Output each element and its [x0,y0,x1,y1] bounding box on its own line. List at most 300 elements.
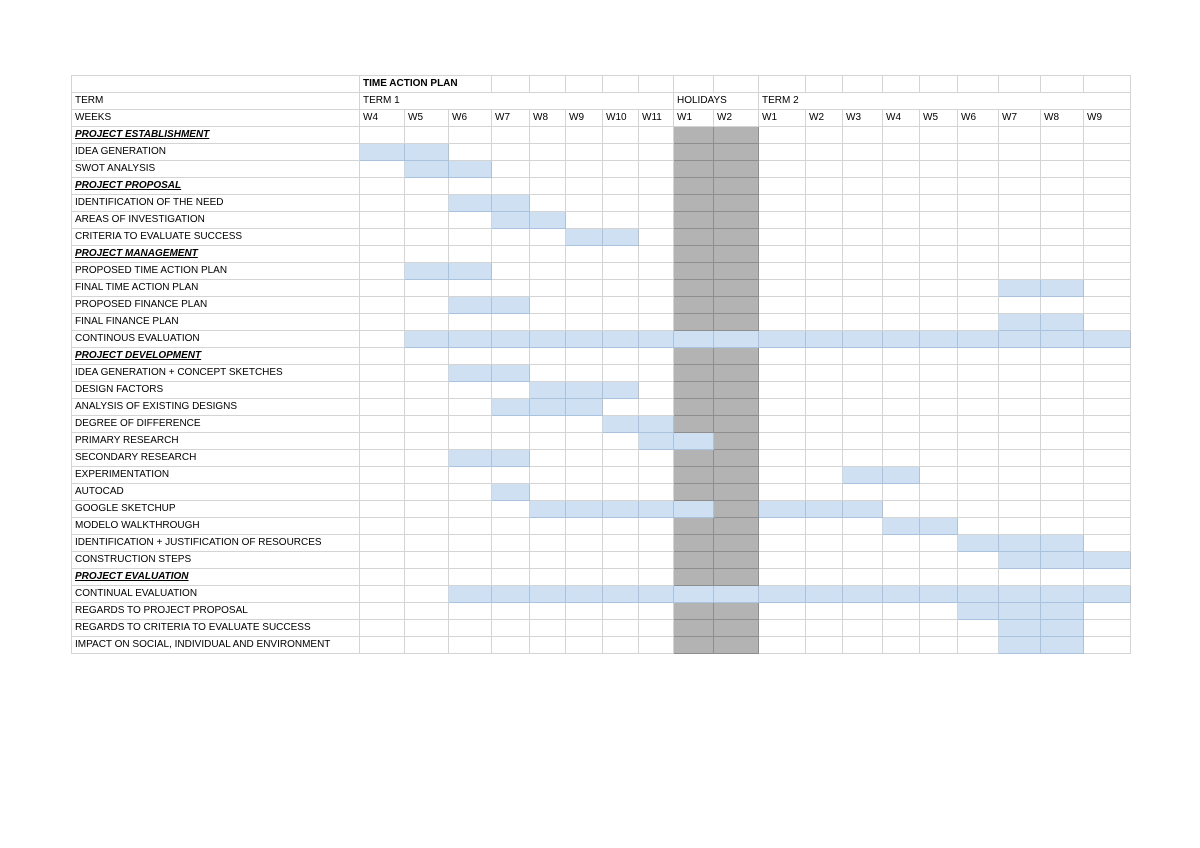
empty-cell [566,212,603,229]
empty-cell [958,365,999,382]
holiday-cell [714,297,759,314]
week-header: W6 [958,110,999,127]
empty-cell [883,501,920,518]
empty-cell [883,552,920,569]
empty-cell [806,518,843,535]
empty-cell [639,144,674,161]
empty-cell [603,467,639,484]
holiday-cell [674,246,714,263]
empty-cell [759,161,806,178]
empty-cell [999,297,1041,314]
empty-cell [360,620,405,637]
empty-cell [883,314,920,331]
empty-cell [759,518,806,535]
schedule-bar-cell [999,314,1041,331]
schedule-bar-cell [843,586,883,603]
empty-cell [405,637,449,654]
empty-cell [883,297,920,314]
empty-cell [1084,433,1131,450]
schedule-bar-cell [759,586,806,603]
empty-cell [530,297,566,314]
schedule-bar-cell [566,382,603,399]
schedule-bar-cell [920,518,958,535]
empty-cell [1041,229,1084,246]
schedule-bar-cell [1041,535,1084,552]
empty-cell [639,552,674,569]
empty-cell [1084,603,1131,620]
empty-cell [958,399,999,416]
empty-cell [1084,195,1131,212]
holiday-cell [714,569,759,586]
task-row [72,433,1131,450]
empty-cell [566,246,603,263]
empty-cell [360,501,405,518]
schedule-bar-cell [530,331,566,348]
empty-cell [360,331,405,348]
schedule-bar-cell [883,518,920,535]
task-row [72,195,1131,212]
empty-cell [806,450,843,467]
empty-cell [639,280,674,297]
empty-cell [843,263,883,280]
holiday-cell [714,246,759,263]
empty-cell [449,399,492,416]
empty-cell [958,161,999,178]
empty-cell [360,382,405,399]
empty-cell [530,518,566,535]
empty-cell [843,569,883,586]
empty-cell [360,178,405,195]
empty-cell [1041,433,1084,450]
schedule-bar-cell [603,229,639,246]
empty-cell [759,280,806,297]
holiday-cell [714,433,759,450]
empty-cell [566,365,603,382]
empty-cell [1084,467,1131,484]
empty-cell [566,195,603,212]
holiday-cell [674,212,714,229]
empty-cell [920,195,958,212]
empty-cell [639,399,674,416]
schedule-bar-cell [405,331,449,348]
task-row [72,467,1131,484]
empty-cell [449,178,492,195]
holiday-cell [674,620,714,637]
empty-cell [603,433,639,450]
empty-cell [999,433,1041,450]
title-row [72,76,1131,93]
empty-cell [883,365,920,382]
empty-cell [843,280,883,297]
empty-cell [759,484,806,501]
empty-cell [405,314,449,331]
empty-cell [759,297,806,314]
empty-cell [492,501,530,518]
holiday-cell [714,195,759,212]
empty-cell [566,127,603,144]
empty-cell [360,484,405,501]
empty-cell [566,518,603,535]
schedule-bar-cell [492,212,530,229]
empty-cell [999,467,1041,484]
empty-cell [360,637,405,654]
holiday-cell [674,382,714,399]
empty-cell [806,263,843,280]
week-header: W5 [920,110,958,127]
empty-cell [920,399,958,416]
schedule-bar-cell [999,280,1041,297]
empty-cell [999,246,1041,263]
empty-cell [999,144,1041,161]
empty-cell [603,348,639,365]
holiday-cell [674,280,714,297]
holiday-cell [714,552,759,569]
empty-cell [843,399,883,416]
schedule-bar-cell [999,620,1041,637]
holiday-cell [674,399,714,416]
holiday-cell [714,127,759,144]
empty-cell [1041,161,1084,178]
empty-cell [920,416,958,433]
empty-cell [492,314,530,331]
empty-cell [843,297,883,314]
empty-cell [806,195,843,212]
schedule-bar-cell [492,195,530,212]
holiday-cell [714,365,759,382]
empty-cell [405,348,449,365]
schedule-bar-cell [1041,552,1084,569]
schedule-bar-cell [492,399,530,416]
section-heading: PROJECT PROPOSAL [72,178,360,195]
schedule-bar-cell [674,331,714,348]
schedule-bar-cell [999,535,1041,552]
empty-cell [759,620,806,637]
empty-cell [883,416,920,433]
empty-cell [806,467,843,484]
task-label: IDENTIFICATION + JUSTIFICATION OF RESOURCES [72,535,360,552]
empty-cell [360,399,405,416]
empty-cell [492,229,530,246]
empty-cell [360,297,405,314]
empty-cell [405,195,449,212]
task-row [72,501,1131,518]
schedule-bar-cell [999,331,1041,348]
schedule-bar-cell [1084,552,1131,569]
empty-cell [566,552,603,569]
holiday-cell [714,280,759,297]
empty-cell [958,280,999,297]
empty-cell [958,263,999,280]
empty-cell [920,297,958,314]
empty-cell [883,161,920,178]
schedule-bar-cell [1041,314,1084,331]
empty-cell [492,161,530,178]
schedule-bar-cell [999,603,1041,620]
empty-cell [806,552,843,569]
empty-cell [843,484,883,501]
week-header: W4 [360,110,405,127]
empty-cell [360,365,405,382]
schedule-bar-cell [639,331,674,348]
empty-cell [759,263,806,280]
empty-cell [883,246,920,263]
task-label: REGARDS TO PROJECT PROPOSAL [72,603,360,620]
empty-cell [603,161,639,178]
empty-cell [492,280,530,297]
week-header: W2 [714,110,759,127]
empty-cell [530,603,566,620]
empty-cell [530,450,566,467]
empty-cell [360,212,405,229]
schedule-bar-cell [566,586,603,603]
empty-cell [492,144,530,161]
task-row [72,161,1131,178]
empty-cell [1041,144,1084,161]
empty-cell [958,620,999,637]
empty-cell [639,229,674,246]
empty-cell [530,229,566,246]
empty-cell [958,127,999,144]
empty-cell [759,365,806,382]
empty-cell [883,620,920,637]
empty-cell [958,518,999,535]
task-label: CONSTRUCTION STEPS [72,552,360,569]
empty-cell [405,178,449,195]
empty-cell [639,450,674,467]
empty-cell [999,399,1041,416]
empty-cell [883,450,920,467]
empty-cell [492,348,530,365]
empty-cell [999,348,1041,365]
term1-label: TERM 1 [360,93,674,110]
schedule-bar-cell [1084,586,1131,603]
empty-cell [759,399,806,416]
empty-cell [449,535,492,552]
empty-cell [530,552,566,569]
holiday-cell [674,569,714,586]
empty-cell [883,144,920,161]
empty-cell [492,246,530,263]
empty-cell [843,178,883,195]
empty-cell [405,280,449,297]
task-row [72,280,1131,297]
empty-cell [920,450,958,467]
schedule-bar-cell [759,331,806,348]
empty-cell [920,620,958,637]
empty-cell [806,144,843,161]
empty-cell [806,348,843,365]
empty-cell [883,348,920,365]
empty-cell [405,246,449,263]
holiday-cell [674,161,714,178]
empty-cell [405,297,449,314]
empty-cell [759,246,806,263]
schedule-bar-cell [639,586,674,603]
task-row [72,297,1131,314]
empty-cell [603,263,639,280]
schedule-bar-cell [759,501,806,518]
week-header: W7 [999,110,1041,127]
empty-cell [883,195,920,212]
task-row [72,144,1131,161]
empty-cell [449,212,492,229]
holiday-cell [674,518,714,535]
task-row [72,518,1131,535]
empty-cell [603,552,639,569]
empty-cell [999,484,1041,501]
empty-cell [639,161,674,178]
empty-cell [920,603,958,620]
schedule-bar-cell [449,450,492,467]
empty-cell [492,127,530,144]
empty-cell [603,399,639,416]
empty-cell [920,501,958,518]
schedule-bar-cell [843,331,883,348]
schedule-bar-cell [639,501,674,518]
schedule-bar-cell [1041,620,1084,637]
holiday-cell [714,484,759,501]
empty-cell [530,161,566,178]
empty-cell [958,552,999,569]
empty-cell [360,314,405,331]
empty-cell [405,467,449,484]
empty-cell [492,535,530,552]
empty-cell [1084,314,1131,331]
empty-cell [883,280,920,297]
section-heading: PROJECT DEVELOPMENT [72,348,360,365]
empty-cell [1041,195,1084,212]
empty-cell [999,212,1041,229]
empty-cell [920,144,958,161]
empty-cell [1084,297,1131,314]
empty-cell [806,416,843,433]
section-row [72,178,1131,195]
empty-cell [958,314,999,331]
empty-cell [920,637,958,654]
title-corner-cell [72,76,360,93]
holiday-cell [714,263,759,280]
schedule-bar-cell [958,603,999,620]
week-header: W6 [449,110,492,127]
empty-cell [759,348,806,365]
task-label: CONTINUAL EVALUATION [72,586,360,603]
empty-cell [639,603,674,620]
empty-cell [1084,620,1131,637]
empty-cell [360,518,405,535]
empty-cell [806,365,843,382]
empty-cell [883,535,920,552]
week-header: W9 [1084,110,1131,127]
schedule-bar-cell [449,263,492,280]
schedule-bar-cell [639,433,674,450]
empty-cell [920,382,958,399]
holiday-cell [714,501,759,518]
empty-cell [920,365,958,382]
empty-cell [449,501,492,518]
empty-cell [999,501,1041,518]
schedule-bar-cell [843,501,883,518]
empty-cell [883,263,920,280]
empty-cell [759,569,806,586]
empty-cell [806,161,843,178]
empty-cell [843,620,883,637]
task-label: SECONDARY RESEARCH [72,450,360,467]
empty-cell [405,212,449,229]
empty-cell [449,484,492,501]
empty-cell [603,535,639,552]
schedule-bar-cell [920,586,958,603]
empty-cell [1084,161,1131,178]
time-action-plan-table [71,75,1131,654]
task-label: PRIMARY RESEARCH [72,433,360,450]
schedule-bar-cell [806,331,843,348]
empty-cell [530,280,566,297]
holiday-cell [674,467,714,484]
empty-cell [1041,365,1084,382]
week-header: W1 [674,110,714,127]
empty-cell [1084,280,1131,297]
empty-cell [449,144,492,161]
week-header: W3 [843,110,883,127]
schedule-bar-cell [530,382,566,399]
empty-cell [530,365,566,382]
schedule-bar-cell [1041,603,1084,620]
empty-cell [958,144,999,161]
holiday-cell [674,195,714,212]
task-label: PROPOSED TIME ACTION PLAN [72,263,360,280]
holiday-cell [714,144,759,161]
empty-cell [1041,569,1084,586]
task-label: AREAS OF INVESTIGATION [72,212,360,229]
empty-cell [603,620,639,637]
empty-cell [1084,637,1131,654]
empty-cell [566,484,603,501]
empty-cell [999,178,1041,195]
empty-cell [806,433,843,450]
task-label: IDEA GENERATION + CONCEPT SKETCHES [72,365,360,382]
schedule-bar-cell [566,501,603,518]
empty-cell [603,365,639,382]
schedule-bar-cell [449,161,492,178]
empty-cell [492,637,530,654]
empty-cell [639,212,674,229]
empty-cell [405,620,449,637]
schedule-bar-cell [843,467,883,484]
task-row [72,399,1131,416]
empty-cell [639,382,674,399]
week-header: W7 [492,110,530,127]
empty-cell [843,450,883,467]
schedule-bar-cell [566,331,603,348]
schedule-bar-cell [958,331,999,348]
holiday-cell [674,178,714,195]
empty-cell [806,637,843,654]
schedule-bar-cell [999,552,1041,569]
term-label: TERM [72,93,360,110]
schedule-bar-cell [449,331,492,348]
weeks-label: WEEKS [72,110,360,127]
schedule-bar-cell [449,195,492,212]
weeks-row [72,110,1131,127]
empty-cell [883,382,920,399]
empty-cell [492,569,530,586]
holiday-cell [714,229,759,246]
empty-cell [566,161,603,178]
week-header: W8 [530,110,566,127]
empty-cell [405,569,449,586]
holiday-cell [714,603,759,620]
task-label: IMPACT ON SOCIAL, INDIVIDUAL AND ENVIRONMENT [72,637,360,654]
